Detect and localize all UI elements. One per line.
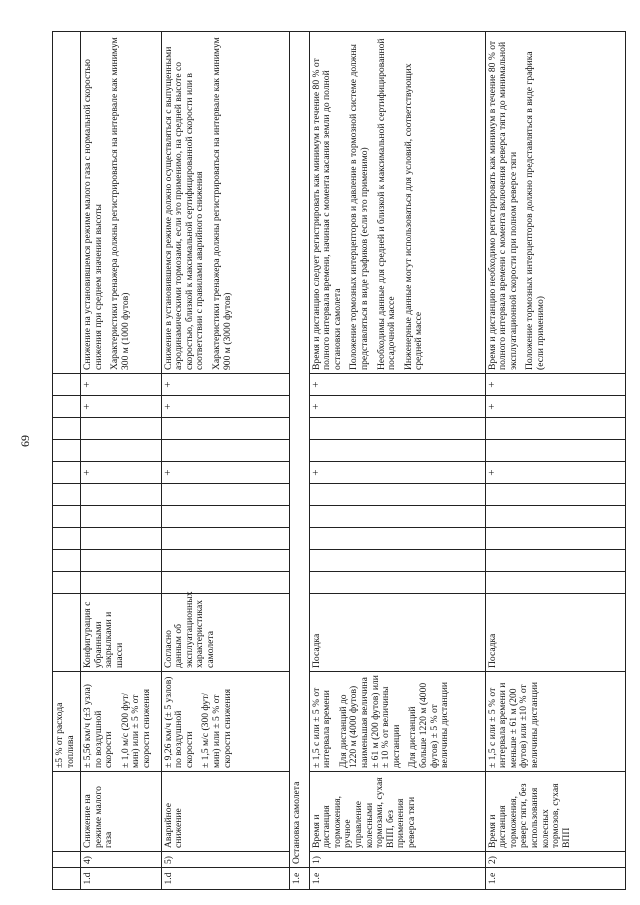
cell-mark: +	[161, 396, 289, 418]
remark-line: Характеристики тренажера должны регистрироваться на интервале как минимум 300 м (1000 футов)	[109, 37, 131, 370]
cell-code: 1.d	[161, 868, 289, 890]
remark-line: Снижение на установившемся режиме малого газа с нормальной скоростью снижения при среднем значении высоты	[82, 59, 104, 370]
section-heading: Остановка самолета	[289, 32, 309, 868]
table-row	[289, 32, 309, 890]
cell-parameter	[309, 672, 485, 772]
remark-line: Положение тормозных интерцепторов должно представляться в виде графика (если применимо)	[524, 51, 546, 370]
parameter-line: ± 9,26 км/ч (± 5 узлов) по воздушной скорости	[162, 676, 195, 768]
cell-mark: +	[161, 462, 289, 484]
cell-remark	[161, 32, 289, 374]
table-row	[485, 32, 625, 890]
cell-test-name: Аварийное снижение	[161, 772, 289, 852]
page-number: 69	[18, 435, 32, 447]
table-row	[81, 32, 162, 890]
cell-num: 4)	[81, 852, 162, 868]
parameter-line: ± 1,5 м/с (300 фут/мин) или ± 5 % от скорости снижения	[200, 688, 233, 768]
cell-num: 1)	[309, 852, 485, 868]
cell-test-name: Время и дистанция торможения, ручное управление колесными тормозами, сухая ВПП, без применения реверса тяги	[309, 772, 485, 852]
cell-mark: +	[485, 462, 625, 484]
cell-parameter	[81, 672, 162, 772]
parameter-line: Для дистанций до 1220 м (4000 футов) наименьшая величина ± 61 м (200 футов) или ± 10 % от величины дистанции	[337, 675, 402, 768]
cell-mark: +	[485, 396, 625, 418]
cell-num: 2)	[485, 852, 625, 868]
table-row	[161, 32, 289, 890]
cell-mark: +	[309, 396, 485, 418]
cell-code: 1.e	[309, 868, 485, 890]
cell-condition: Посадка	[485, 594, 625, 672]
cell-test-name: Время и дистанция торможения, реверс тяги, без использования колесных тормозов, сухая ВПП	[485, 772, 625, 852]
parameter-line: ± 1,5 с или ± 5 % от интервала времени и меньше ± 61 м (200 футов) или ±10 % от величины дистанции	[486, 682, 540, 768]
cell-parameter	[161, 672, 289, 772]
cell-remark	[81, 32, 162, 374]
cell-mark: +	[81, 462, 162, 484]
test-table	[52, 31, 626, 890]
parameter-line: ± 1,5 с или ± 5 % от интервала времени	[310, 687, 333, 768]
remark-line: Время и дистанцию следует регистрировать как минимум в течение 80 % от полного интервала времени, начиная с момента касания земли до полной остановки самолета	[310, 58, 343, 370]
cell-mark: +	[161, 374, 289, 396]
cell-code: 1.e	[485, 868, 625, 890]
table-row	[309, 32, 485, 890]
cell-remark	[485, 32, 625, 374]
cell-condition: Посадка	[309, 594, 485, 672]
cell-code: 1.d	[81, 868, 162, 890]
remark-line: Снижение в установившемся режиме должно осуществляться с выпущенными аэродинамическими тормозами, если это применимо, на средней высоте со скоростью, близкой к максимальной сертифицированной скорости или в соответствии с правилами аварийного снижения	[162, 46, 206, 370]
cell-mark: +	[485, 374, 625, 396]
cell-mark: +	[81, 396, 162, 418]
cell-mark: +	[309, 374, 485, 396]
parameter-line: ± 5,56 км/ч (±3 узла) по воздушной скорости	[82, 684, 115, 768]
remark-line: Характеристики тренажера должны регистрироваться на интервале как минимум 900 м (3000 футов)	[210, 37, 233, 370]
parameter-line: Для дистанций больше 1220 м (4000 футов) ± 5 % от величины дистанции	[407, 682, 451, 768]
rotated-table-container	[52, 37, 622, 890]
cell-remark	[309, 32, 485, 374]
cell-num: 5)	[161, 852, 289, 868]
cell-condition: Конфигурация с убранными закрылками и шасси	[81, 594, 162, 672]
cell-parameter: ±5 % от расхода топлива	[53, 672, 81, 772]
cell-mark: +	[81, 374, 162, 396]
remark-line: Положение тормозных интерцепторов и давление в тормозной системе должны представляться в виде графиков (если это применимо)	[348, 44, 370, 370]
remark-line: Необходимы данные для средней и близкой к максимальной сертифицированной посадочной массе	[375, 38, 398, 370]
table-row	[53, 32, 81, 890]
cell-parameter	[485, 672, 625, 772]
cell-mark: +	[309, 462, 485, 484]
remark-line: Инженерные данные могут использоваться для условий, соответствующих средней массе	[402, 63, 425, 370]
cell-test-name: Снижение на режиме малого газа	[81, 772, 162, 852]
remark-line: Время и дистанцию необходимо регистрировать как минимум в течение 80 % от полного интервала времени с момента включения реверса тяги до минимальной эксплуатационной скорости при полном реверсе тяги	[486, 40, 519, 370]
cell-code: 1.e	[289, 868, 309, 890]
parameter-line: ± 1,0 м/с (200 фут/мин) или ± 5 % от скорости снижения	[119, 688, 152, 768]
cell-condition: Согласно данным об эксплуатационных характеристиках самолета	[161, 594, 289, 672]
